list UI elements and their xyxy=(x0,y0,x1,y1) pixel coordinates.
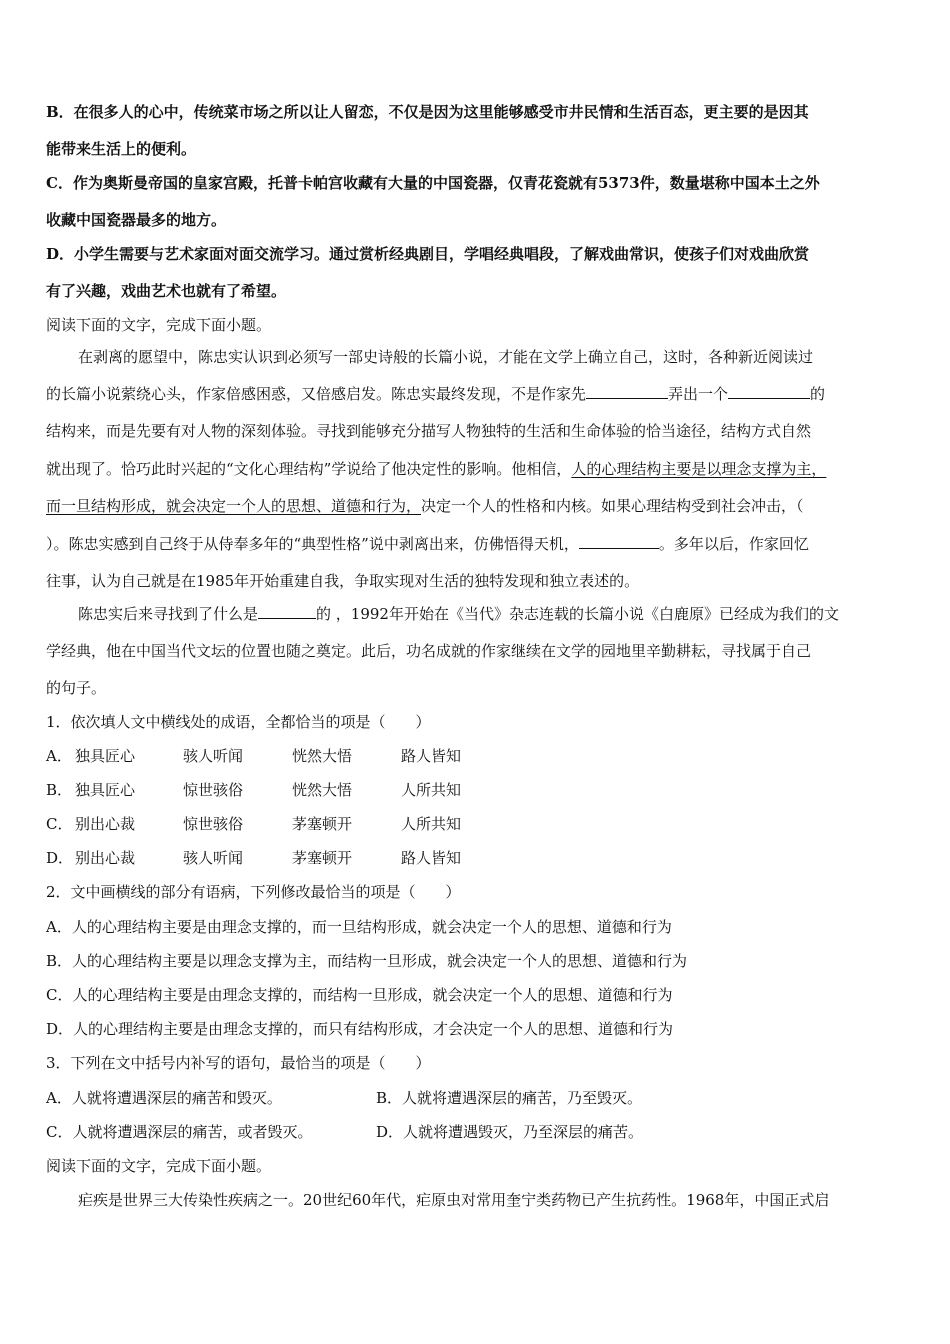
passage1-line2-text-a: 的长篇小说萦绕心头，作家倍感困惑，又倍感启发。陈忠实最终发现，不是作家先 xyxy=(46,385,587,403)
q1-option-b-word4: 人所共知 xyxy=(401,781,462,799)
q1-option-d-word2: 骇人听闻 xyxy=(183,849,244,867)
prev-option-b-line2: 能带来生活上的便利。 xyxy=(46,140,197,158)
q3-option-a[interactable]: A．人就将遭遇深层的痛苦和毁灭。 xyxy=(46,1089,282,1107)
q1-option-b-word3: 恍然大悟 xyxy=(292,781,353,799)
fill-blank-3 xyxy=(579,534,659,549)
q1-option-d-word4: 路人皆知 xyxy=(401,849,462,867)
q2-option-d[interactable]: D．人的心理结构主要是由理念支撑的，而只有结构形成，才会决定一个人的思想、道德和行为 xyxy=(46,1020,674,1038)
q1-option-a[interactable] xyxy=(46,746,462,766)
q1-option-a-word1: 独具匠心 xyxy=(75,747,136,765)
passage2-line1-text-a: 陈忠实后来寻找到了什么是 xyxy=(78,605,259,623)
q1-option-c-word2: 惊世骇俗 xyxy=(183,815,244,833)
prev-option-c-line1: C．作为奥斯曼帝国的皇家宫殿，托普卡帕宫收藏有大量的中国瓷器，仅青花瓷就有5373件，数量堪称中国本土之外 xyxy=(46,174,820,192)
passage1-line6 xyxy=(46,534,809,554)
q2-option-b[interactable]: B．人的心理结构主要是以理念支撑为主，而结构一旦形成，就会决定一个人的思想、道德和行为 xyxy=(46,952,688,970)
passage2-line2: 学经典，他在中国当代文坛的位置也随之奠定。此后，功名成就的作家继续在文学的园地里辛勤耕耘，寻找属于自己 xyxy=(46,642,812,660)
fill-blank-1 xyxy=(586,384,668,399)
prev-option-d-line2: 有了兴趣，戏曲艺术也就有了希望。 xyxy=(46,282,287,300)
q2-option-a[interactable]: A．人的心理结构主要是由理念支撑的，而一旦结构形成，就会决定一个人的思想、道德和行为 xyxy=(46,918,672,936)
q3-option-d[interactable]: D．人就将遭遇毁灭，乃至深层的痛苦。 xyxy=(376,1123,644,1141)
q3-option-row1 xyxy=(46,1088,643,1108)
q2-option-c[interactable]: C．人的心理结构主要是由理念支撑的，而结构一旦形成，就会决定一个人的思想、道德和行为 xyxy=(46,986,673,1004)
passage2-line1-text-b: 的 ，1992年开始在《当代》杂志连载的长篇小说《白鹿原》已经成为我们的文 xyxy=(316,605,839,623)
underlined-sentence-part2: 而一旦结构形成，就会决定一个人的思想、道德和行为， xyxy=(46,497,422,515)
question2-stem: 2．文中画横线的部分有语病，下列修改最恰当的项是（ ） xyxy=(46,883,461,901)
passage2-line1 xyxy=(78,604,839,624)
passage1-line4-text: 就出现了。恰巧此时兴起的“文化心理结构”学说给了他决定性的影响。他相信， xyxy=(46,460,572,478)
passage1-line1: 在剥离的愿望中，陈忠实认识到必须写一部史诗般的长篇小说，才能在文学上确立自己，这时，各种新近阅读过 xyxy=(78,348,814,366)
prev-option-b-line1: B．在很多人的心中，传统菜市场之所以让人留恋，不仅是因为这里能够感受市井民情和生活百态，更主要的是因其 xyxy=(46,103,809,121)
q1-option-a-word3: 恍然大悟 xyxy=(292,747,353,765)
q1-option-c-letter: C． xyxy=(46,815,73,833)
q1-option-b-word1: 独具匠心 xyxy=(75,781,136,799)
prev-option-d-line1: D．小学生需要与艺术家面对面交流学习。通过赏析经典剧目，学唱经典唱段，了解戏曲常识，使孩子们对戏曲欣赏 xyxy=(46,245,810,263)
q1-option-c-word4: 人所共知 xyxy=(401,815,462,833)
q1-option-d-letter: D． xyxy=(46,849,74,867)
passage1-line5-text: 决定一个人的性格和内核。如果心理结构受到社会冲击，（ xyxy=(421,497,804,515)
section2-intro: 阅读下面的文字，完成下面小题。 xyxy=(46,1157,272,1175)
q1-option-a-word2: 骇人听闻 xyxy=(183,747,244,765)
q1-option-b-letter: B． xyxy=(46,781,73,799)
section1-intro: 阅读下面的文字，完成下面小题。 xyxy=(46,316,272,334)
q3-option-c[interactable]: C．人就将遭遇深层的痛苦，或者毁灭。 xyxy=(46,1123,313,1141)
passage1-line6-text-b: 。多年以后，作家回忆 xyxy=(658,535,809,553)
fill-blank-4 xyxy=(258,604,316,619)
q1-option-b[interactable] xyxy=(46,780,462,800)
passage1-line4 xyxy=(46,459,826,479)
passage3-line1: 疟疾是世界三大传染性疾病之一。20世纪60年代，疟原虫对常用奎宁类药物已产生抗药性。1968年，中国正式启 xyxy=(78,1191,830,1209)
passage1-line6-text-a: ）。陈忠实感到自己终于从侍奉多年的“典型性格”说中剥离出来，仿佛悟得天机， xyxy=(46,535,579,553)
passage1-line3: 结构来，而是先要有对人物的深刻体验。寻找到能够充分描写人物独特的生活和生命体验的恰当途径，结构方式自然 xyxy=(46,422,812,440)
underlined-sentence-part1: 人的心理结构主要是以理念支撑为主， xyxy=(571,460,827,478)
question3-stem: 3．下列在文中括号内补写的语句，最恰当的项是（ ） xyxy=(46,1054,431,1072)
q1-option-a-letter: A． xyxy=(46,747,72,765)
q3-option-b[interactable]: B．人就将遭遇深层的痛苦，乃至毁灭。 xyxy=(376,1089,643,1107)
passage1-line2-text-c: 的 xyxy=(810,385,826,403)
question1-stem: 1．依次填人文中横线处的成语，全都恰当的项是（ ） xyxy=(46,713,431,731)
passage1-line5 xyxy=(46,496,804,516)
passage1-line2 xyxy=(46,384,825,404)
q1-option-d-word3: 茅塞顿开 xyxy=(292,849,353,867)
q1-option-b-word2: 惊世骇俗 xyxy=(183,781,244,799)
passage1-line2-text-b: 弄出一个 xyxy=(668,385,729,403)
q1-option-a-word4: 路人皆知 xyxy=(401,747,462,765)
q1-option-d-word1: 别出心裁 xyxy=(75,849,136,867)
q1-option-c-word1: 别出心裁 xyxy=(75,815,136,833)
fill-blank-2 xyxy=(728,384,810,399)
prev-option-c-line2: 收藏中国瓷器最多的地方。 xyxy=(46,211,227,229)
passage1-line7: 往事，认为自己就是在1985年开始重建自我，争取实现对生活的独特发现和独立表述的。 xyxy=(46,572,640,590)
q1-option-c-word3: 茅塞顿开 xyxy=(292,815,353,833)
passage2-line3: 的句子。 xyxy=(46,679,107,697)
q1-option-c[interactable] xyxy=(46,814,462,834)
q3-option-row2 xyxy=(46,1122,644,1142)
q1-option-d[interactable] xyxy=(46,848,462,868)
